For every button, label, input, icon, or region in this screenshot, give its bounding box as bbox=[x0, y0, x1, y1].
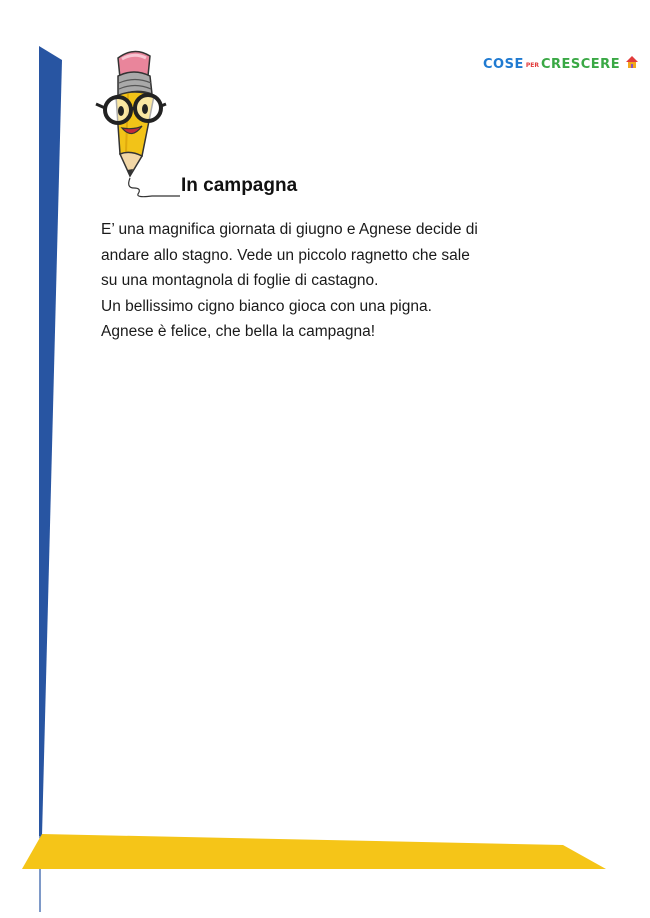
left-blue-bar bbox=[39, 46, 62, 836]
pencil-character-with-glasses-icon bbox=[82, 48, 192, 200]
logo-word-cose: COSE bbox=[483, 57, 524, 72]
story-paragraph bbox=[101, 217, 581, 345]
logo-word-per: PER bbox=[525, 62, 539, 69]
brand-logo bbox=[483, 53, 639, 73]
paragraph-line: andare allo stagno. Vede un piccolo ragnetto che sale bbox=[101, 246, 470, 264]
paragraph-line: E’ una magnifica giornata di giugno e Agnese decide di bbox=[101, 221, 478, 238]
paragraph-line: Un bellissimo cigno bianco gioca con una pigna. bbox=[101, 297, 432, 315]
bottom-yellow-band bbox=[22, 834, 606, 869]
logo-word-crescere: CRESCERE bbox=[540, 57, 621, 72]
house-icon bbox=[625, 55, 639, 69]
page-title: In campagna bbox=[181, 175, 298, 196]
paragraph-line: su una montagnola di foglie di castagno. bbox=[101, 272, 379, 289]
paragraph-line: Agnese è felice, che bella la campagna! bbox=[101, 323, 376, 340]
